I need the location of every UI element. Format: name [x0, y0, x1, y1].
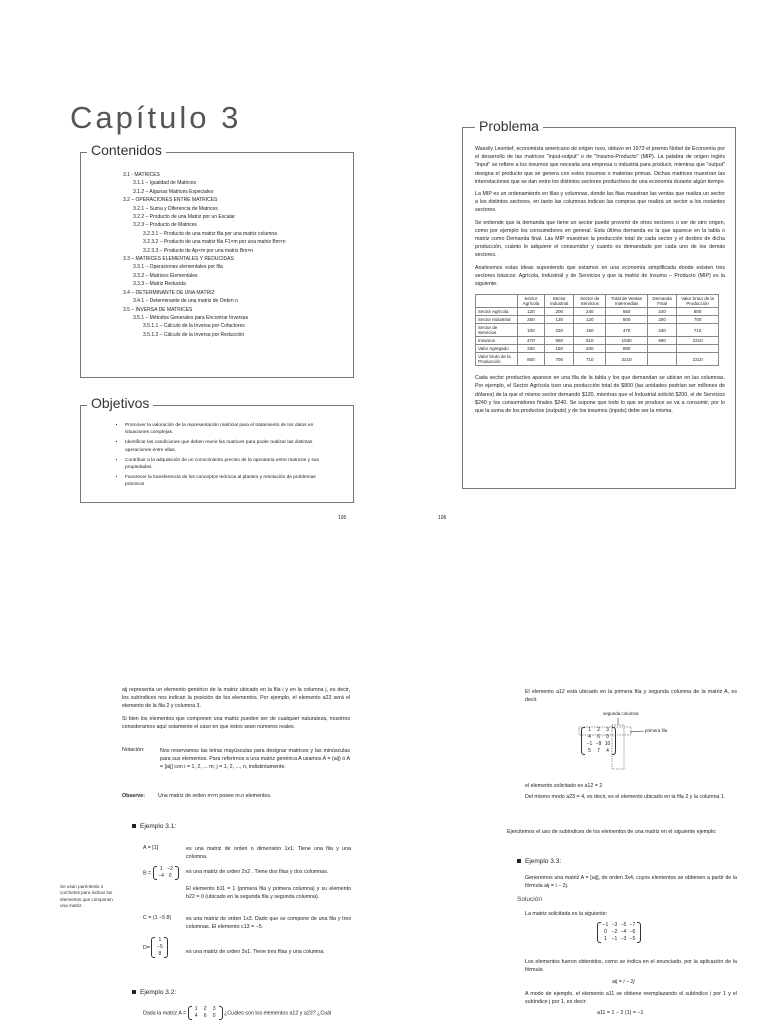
table-cell: 120: [517, 308, 544, 316]
matrix-entry: 0: [168, 873, 172, 879]
table-cell: 800: [517, 353, 544, 366]
matrix-row: [601, 922, 637, 929]
table-row: [476, 316, 719, 324]
matrix-d: [151, 937, 168, 958]
example-title: Ejemplo 3.2:: [140, 989, 177, 996]
example-heading: [132, 822, 176, 832]
table-row: [476, 324, 719, 337]
matrix-entry: −4: [158, 873, 164, 879]
text-paragraph: El elemento a12 está ubicado en la primera fila y segunda columna de la matriz A, es decir.: [525, 689, 737, 704]
table-cell: 470: [606, 324, 648, 337]
toc-item: 3.2.2 – Producto de una Matriz por un Escalar: [133, 214, 236, 221]
toc-item: 3.3 – MATRICES ELEMENTALES Y REDUCIDAS: [123, 256, 234, 263]
table-cell: [648, 353, 677, 366]
table-cell: Sector Agrícola: [476, 308, 518, 316]
matrix-entry: −2: [611, 929, 618, 935]
matrix-entry: −2: [167, 866, 173, 872]
problem-paragraph: Analicemos estas ideas suponiendo que estamos en una economía simplificada donde existen tres sectores básicos: Agrícola, Industrial y de Servicios y que la matriz de Insumo – Producto (MIP) es la siguiente:: [475, 264, 725, 288]
matrix-row: [601, 929, 637, 936]
table-cell: [648, 345, 677, 353]
toc-item: 3.1 - MATRICES: [123, 172, 160, 178]
formula: a11 = 1 − 2 (1) = −1: [597, 1010, 644, 1016]
objectives-list: [111, 422, 336, 492]
table-row: [476, 308, 719, 316]
matrix-entry: −7: [629, 922, 636, 928]
toc-item: 3.5.1.2 – Cálculo de la Inversa por Reducción: [143, 331, 245, 338]
margin-note: Se usan paréntesis o corchetes para indicar los elementos que componen una matriz.: [60, 884, 113, 909]
toc-item: 3.2 – OPERACIONES ENTRE MATRICES: [123, 197, 218, 204]
objective-item: ▪ Promover la valoración de la representación matricial para el tratamiento de los datos en situaciones complejas.: [125, 422, 336, 436]
objective-item: ▪ Identificar las condiciones que deben reunir las matrices para poder realizar las distintas operaciones entre ellas.: [125, 439, 336, 453]
problem-heading: Problema: [475, 118, 543, 134]
ex1-c-text: es una matriz de orden 1x3. Dado que se compone de una fila y tres columnas. El elemento c13 = −5.: [186, 916, 351, 931]
toc-item: 3.3.2 – Matrices Elementales: [133, 272, 198, 279]
table-cell: 130: [545, 316, 574, 324]
matrix-entry: −1: [586, 741, 593, 747]
table-cell: 2210: [677, 353, 719, 366]
matrix-entry: −6: [629, 929, 636, 935]
ex1-b: [143, 866, 179, 880]
matrix-entry: 3: [212, 1006, 216, 1012]
formula: aij = i − 2j: [612, 979, 635, 985]
page-number: 106: [438, 515, 447, 521]
table-cell: Valor bruto de la Producción: [476, 353, 518, 366]
input-output-table: [475, 294, 719, 366]
table-cell: 150: [574, 324, 606, 337]
matrix-fig: [581, 727, 616, 755]
matrix-figure: [575, 711, 715, 773]
page-number: 105: [338, 515, 347, 521]
matrix-entry: 3: [606, 727, 609, 733]
table-cell: 120: [574, 316, 606, 324]
matrix-entry: −3: [611, 922, 618, 928]
problem-paragraph: La MIP es un ordenamiento en filas y columnas, donde las filas muestran las ventas que realiza un sector a los distintos sectores, en tanto las columnas indican las compras que realiza un sector a los restantes sectores.: [475, 191, 725, 214]
table-cell: 710: [677, 324, 719, 337]
table-cell: 1530: [606, 337, 648, 345]
matrix-entry: 8: [158, 951, 162, 957]
matrix-entry: 6: [203, 1013, 207, 1019]
matrix-entry: 1: [588, 727, 591, 733]
label-first-row: primera fila: [645, 728, 668, 733]
table-header-row: [476, 295, 719, 308]
toc-item: 3.4.1 – Determinante de una matriz de Orden n: [133, 298, 238, 305]
matrix-row: [192, 1006, 219, 1013]
matrix-entry: 4: [194, 1013, 198, 1019]
toc-item: 3.5 – INVERSA DE MATRICES: [123, 306, 193, 313]
table-cell: Insumos: [476, 337, 518, 345]
observe-label: Observe:: [122, 793, 145, 799]
example-heading: [517, 857, 561, 867]
matrix-entry: −5: [157, 944, 163, 950]
observe-text: Una matriz de orden m×n posee m.n elementos.: [158, 793, 272, 799]
table-cell: 700: [545, 353, 574, 366]
example-heading: [132, 988, 176, 998]
text-paragraph: aij representa un elemento genérico de la matriz ubicado en la fila i y en la columna j, es decir, los subíndices nos indican la posición de los elementos. Por ejemplo, el elemento a23 será el elemento de la fila 2 y columna 3.: [122, 687, 350, 710]
objective-item: ▪ Contribuir a la adquisición de un conocimiento preciso de la operatoria entre matrices y sus propiedades.: [125, 457, 336, 471]
table-cell: 500: [606, 316, 648, 324]
matrix-a: [188, 1006, 223, 1020]
table-cell: Sector Industrial: [476, 316, 518, 324]
matrix-entry: −4: [620, 929, 627, 935]
table-cell: Valor Agregado: [476, 345, 518, 353]
text-paragraph: A modo de ejemplo, el elemento a11 se obtiene reemplazando el subíndice i por 1 y el subíndice j por 1, es decir:: [525, 991, 737, 1006]
ex1-d-label: D=: [143, 944, 150, 951]
matrix-entry: 1: [194, 1006, 198, 1012]
table-cell: 240: [648, 324, 677, 337]
text-paragraph: Generemos una matriz A = [aij], de orden 3x4, cuyos elementos se obtienen a partir de la fórmula aij = i − 2j.: [525, 875, 737, 890]
matrix-entry: −8: [595, 741, 602, 747]
matrix-entry: 2: [203, 1006, 207, 1012]
text-paragraph: Del mismo modo a23 = 4, es decir, es el elemento ubicado en la fila 2 y la columna 1.: [525, 794, 726, 800]
table-cell: 150: [545, 345, 574, 353]
matrix-row: [585, 727, 612, 734]
table-cell: 240: [648, 308, 677, 316]
toc-item: 3.3.1 – Operaciones elementales por fila: [133, 264, 223, 271]
matrix-entry: 0: [212, 1013, 216, 1019]
problem-paragraph: Cada sector productivo aparece en una fila de la tabla y los que demandan se ubican en las columnas. Por ejemplo, el Sector Agrícola tuvo una producción total de $800 (las unidades podrían ser millones de dólares) de la que el mismo sector demandó $120, mientras que el Industrial solicitó $200, el de Servicios $240 y los consumidores finales $240. Se supone que todo lo que se produce se va a consumir, por lo que la suma de los productos (outputs) y de los insumos (inputs) debe ser la misma.: [475, 375, 725, 415]
problem-box: [462, 118, 736, 489]
bullet-square-icon: [132, 824, 136, 828]
toc-item: 3.2.1 – Suma y Diferencia de Matrices: [133, 205, 218, 212]
table-cell: 710: [574, 353, 606, 366]
matrix-row: [157, 873, 175, 880]
ex1-c-label: C = (1 −5 8): [143, 915, 172, 921]
table-cell: 200: [545, 308, 574, 316]
table-cell: 240: [574, 308, 606, 316]
toc-item: 3.2.3.1 – Producto de una matriz fila por una matriz columna: [143, 230, 277, 237]
objective-item: ▪ Favorecer la transferencia de los conceptos teóricos al planteo y resolución de problemas prácticos: [125, 474, 336, 488]
objectives-box: [80, 395, 354, 503]
problem-paragraph: Wassily Leontief, economista americano de origen ruso, obtuvo en 1973 el premio Nobel de Economía por el desarrollo de las matrices "input-output" o de "Insumo-Producto" (MIP). La palabra de origen inglés "input" se refiere a los insumos que necesita una empresa o industria para producir, mientras que "output" designa el producto que se genera con estos insumos o materias primas. Dichas matrices muestran las interrelaciones que se dan entre los distintos sectores productivos de una economía durante algún tiempo.: [475, 146, 725, 185]
table-cell: 2210: [606, 353, 648, 366]
column-header: Sector Agrícola: [517, 295, 544, 308]
matrix-ex3: [597, 922, 641, 943]
table-cell: 2210: [677, 337, 719, 345]
table-cell: 250: [517, 316, 544, 324]
matrix-entry: −3: [620, 936, 627, 942]
matrix-entry: 2: [597, 727, 600, 733]
contents-box: [80, 142, 354, 378]
column-header: Valor bruto de la Producción: [677, 295, 719, 308]
solution-label: Solución: [517, 896, 542, 903]
toc-item: 3.2.3 – Producto de Matrices: [133, 222, 197, 229]
matrix-entry: 0: [606, 734, 609, 740]
ex1-b-text: es una matriz de orden 2x2 . Tiene dos filas y dos columnas.: [186, 869, 329, 875]
toc-item: 3.1.2 – Algunas Matrices Especiales: [133, 188, 214, 195]
matrix-row: [585, 748, 612, 755]
column-header: Demanda Final: [648, 295, 677, 308]
table-cell: Sector de Servicios: [476, 324, 518, 337]
toc-item: 3.5.1.1 – Cálculo de la Inversa por Cofactores: [143, 323, 245, 330]
table-cell: 700: [677, 316, 719, 324]
text-paragraph: La matriz solicitada es la siguiente:: [525, 911, 608, 917]
matrix-row: [155, 944, 164, 951]
table-cell: 560: [606, 308, 648, 316]
table-cell: 680: [648, 337, 677, 345]
objectives-heading: Objetivos: [87, 395, 153, 411]
ex2-text: Dada la matriz A =: [143, 1010, 187, 1017]
notation-text: Nos reservamos las letras mayúsculas para designar matrices y las minúsculas para sus elementos. Para referirnos a una matriz genérica A usamos A = (aij) ó A = [aij] con i = 1, 2, ... m; j = 1, 2, ..., n, indistintamente.: [160, 748, 350, 771]
column-header: Sector de Servicios: [574, 295, 606, 308]
matrix-entry: 7: [597, 748, 600, 754]
table-cell: 220: [545, 324, 574, 337]
ex1-b-text2: El elemento b11 = 1 (primera fila y primera columna) y su elemento b22 = 0 (ubicado en la segunda fila y segunda columna).: [186, 886, 351, 901]
matrix-row: [155, 951, 164, 958]
ex2-text-tail: ¿Cuáles son los elementos a12 y a23? ¿Cuál: [224, 1010, 332, 1017]
matrix-entry: 6: [597, 734, 600, 740]
matrix-entry: 4: [606, 748, 609, 754]
text-paragraph: Los elementos fueron obtenidos, como se indica en el enunciado, por la aplicación de la fórmula: [525, 959, 737, 974]
ex2-line: [143, 1006, 331, 1020]
ex1-d: [143, 937, 168, 958]
table-cell: [677, 345, 719, 353]
table-cell: 200: [574, 345, 606, 353]
matrix-entry: 4: [588, 734, 591, 740]
table-row: [476, 345, 719, 353]
problem-paragraph: Se entiende que la demanda que tiene un sector puede provenir de otros sectores o ser de otro origen, como por ejemplo los consumidores en general. Esta última demanda es la que aparece en la tabla o matriz como Demanda final. Las MIP muestran la producción total de cada sector y el destino de dicha producción, cuánto lo adquiere el consumidor y cuánto es demandado por cada uno de los demás sectores.: [475, 219, 725, 259]
table-row: [476, 337, 719, 345]
table-of-contents: [123, 171, 286, 339]
toc-item: 3.4 – DETERMINANTE DE UNA MATRIZ: [123, 289, 215, 296]
matrix-entry: −5: [629, 936, 636, 942]
table-cell: 100: [517, 324, 544, 337]
matrix-entry: 10: [604, 741, 611, 747]
table-cell: 550: [545, 337, 574, 345]
ex1-a-text: es una matriz de orden o dimensión 1x1. Tiene una fila y una columna.: [186, 846, 351, 861]
chapter-title: Capítulo 3: [70, 100, 242, 135]
text-paragraph: el elemento solicitado es a12 = 2: [525, 783, 603, 789]
matrix-row: [585, 741, 612, 748]
text-paragraph: Ejercitemos el uso de subíndices de los elementos de una matriz en el siguiente ejemplo:: [507, 829, 717, 835]
matrix-entry: 0: [604, 929, 607, 935]
matrix-row: [192, 1013, 219, 1020]
matrix-entry: 5: [588, 748, 591, 754]
toc-item: 3.1.1 – Igualdad de Matrices: [133, 180, 197, 187]
bullet-square-icon: [132, 990, 136, 994]
ex1-a-label: A = [1]: [143, 845, 159, 851]
toc-item: 3.3.3 – Matriz Reducida: [133, 281, 186, 288]
toc-item: 3.2.3.2 – Producto de una matriz fila F1×m por una matriz Bm×n: [143, 239, 286, 246]
matrix-entry: 1: [159, 866, 163, 872]
ex3-matrix-wrap: [597, 922, 641, 943]
matrix-row: [601, 936, 637, 943]
matrix-b: [153, 866, 179, 880]
ex1-d-text: es una matriz de orden 3x1. Tiene tres filas y una columna.: [186, 949, 325, 955]
column-header: [476, 295, 518, 308]
table-cell: 200: [648, 316, 677, 324]
matrix-entry: −1: [602, 922, 609, 928]
column-header: Sector Industrial: [545, 295, 574, 308]
matrix-entry: −5: [620, 922, 627, 928]
example-title: Ejemplo 3.3:: [525, 858, 562, 865]
matrix-entry: 1: [604, 936, 607, 942]
table-cell: 510: [574, 337, 606, 345]
table-cell: 680: [606, 345, 648, 353]
matrix-entry: −1: [611, 936, 618, 942]
matrix-row: [157, 866, 175, 873]
toc-item: 3.5.1 – Métodos Generales para Encontrar Inversas: [133, 314, 249, 321]
table-cell: 470: [517, 337, 544, 345]
column-header: Total de Ventas Intermedias: [606, 295, 648, 308]
table-row: [476, 353, 719, 366]
text-paragraph: Si bien los elementos que componen una matriz pueden ser de cualquier naturaleza, nosotros consideramos aquí solamente el caso en que éstos sean números reales.: [122, 715, 350, 730]
matrix-entry: 1: [158, 937, 162, 943]
ex1-b-label: B =: [143, 870, 152, 877]
contents-heading: Contenidos: [87, 142, 166, 158]
notation-label: Notación:: [122, 747, 145, 753]
bullet-square-icon: [517, 859, 521, 863]
table-cell: 800: [677, 308, 719, 316]
matrix-row: [585, 734, 612, 741]
label-second-column: segunda columna: [603, 711, 639, 716]
toc-item: 3.2.3.3 – Producto de Ap×m por una matriz Bm×n: [143, 247, 254, 254]
table-cell: 330: [517, 345, 544, 353]
matrix-row: [155, 937, 164, 944]
example-title: Ejemplo 3.1:: [140, 823, 177, 830]
